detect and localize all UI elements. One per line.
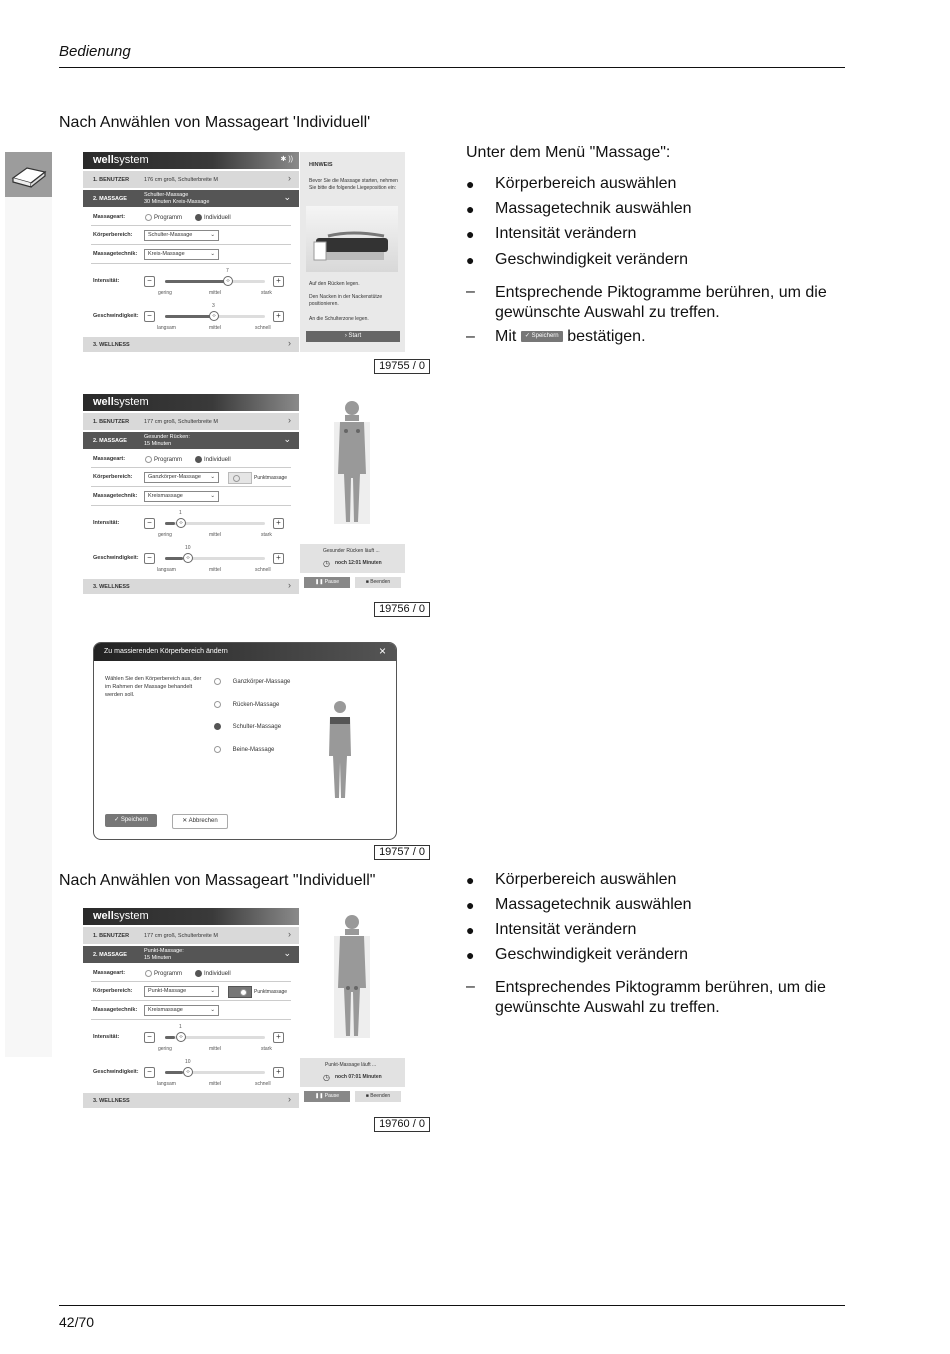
sidebar-strip xyxy=(5,197,52,1057)
row-massage[interactable] xyxy=(83,432,299,449)
hint-step: An die Schulterzone legen. xyxy=(309,316,369,322)
punkt-label: Punktmassage xyxy=(254,475,288,481)
dash2-suffix: bestätigen. xyxy=(567,328,646,345)
footer-rule xyxy=(59,1305,845,1306)
radio-individuell[interactable] xyxy=(195,456,231,463)
dialog-text: Wählen Sie den Körperbereich aus, der im Rahmen der Massage behandelt werden soll. xyxy=(105,676,202,698)
tick-label: mittel xyxy=(209,567,221,573)
figure-1-screenshot xyxy=(83,152,405,352)
speed-value: 10 xyxy=(185,1059,191,1065)
technik-select[interactable] xyxy=(144,249,219,260)
bullet-icon: ● xyxy=(466,201,475,217)
slider-knob[interactable]: ‹› xyxy=(176,1032,186,1042)
row-massage-label: 2. MASSAGE xyxy=(93,438,127,444)
radio-icon xyxy=(145,970,152,977)
divider xyxy=(91,225,291,226)
hint-title: HINWEIS xyxy=(309,162,333,168)
section-title-2: Nach Anwählen von Massageart "Individuell" xyxy=(59,872,376,889)
dash-icon: – xyxy=(466,328,475,345)
save-pictogram: ✓ Speichern xyxy=(521,331,563,342)
tick-label: mittel xyxy=(209,532,221,538)
chevron-right-icon: › xyxy=(288,173,291,183)
radio-programm-label: Programm xyxy=(154,971,183,978)
row-massage-label: 2. MASSAGE xyxy=(93,952,127,958)
tick-label: stark xyxy=(261,1046,272,1052)
figure-2-screenshot xyxy=(83,394,405,594)
plus-button[interactable]: + xyxy=(273,1032,284,1043)
chevron-right-icon: › xyxy=(288,929,291,939)
instruction-bullet: Geschwindigkeit verändern xyxy=(495,251,688,268)
row-user-value: 176 cm groß, Schulterbreite M xyxy=(144,177,218,183)
tick-label: mittel xyxy=(209,290,221,296)
radio-icon xyxy=(214,746,221,753)
section-header: Bedienung xyxy=(59,43,131,60)
hint-panel xyxy=(300,152,405,352)
punkt-toggle[interactable] xyxy=(228,472,252,484)
status-running: Punkt-Massage läuft ... xyxy=(325,1062,377,1068)
tick-label: langsam xyxy=(157,1081,176,1087)
intens-value: 7 xyxy=(226,268,229,274)
row-massage-value1: Punkt-Massage: xyxy=(144,948,184,954)
divider xyxy=(91,1000,291,1001)
brand-bar xyxy=(83,152,299,169)
clock-icon: ◷ xyxy=(323,1073,330,1082)
plus-button[interactable]: + xyxy=(273,518,284,529)
stop-button[interactable]: ■ Beenden xyxy=(355,1091,401,1102)
koerper-select[interactable] xyxy=(144,986,219,997)
cancel-button-label: Abbrechen xyxy=(188,818,218,824)
toggle-icon xyxy=(233,475,240,482)
instruction-dash-2 xyxy=(495,328,646,346)
radio-programm-label: Programm xyxy=(154,457,183,464)
divider xyxy=(91,1019,291,1020)
start-button[interactable]: › Start xyxy=(306,331,400,342)
slider-knob[interactable]: ‹› xyxy=(176,518,186,528)
instruction-bullet: Körperbereich auswählen xyxy=(495,175,677,192)
radio-individuell-label: Individuell xyxy=(204,457,231,464)
instruction-dash: Entsprechendes Piktogramm berühren, um die gewünschte Auswahl zu treffen. xyxy=(495,979,826,1016)
bluetooth-icon: ✱ )) xyxy=(280,156,293,163)
radio-selected-icon xyxy=(195,970,202,977)
body-figure xyxy=(300,394,405,544)
option-ruecken[interactable] xyxy=(214,701,279,708)
radio-individuell-label: Individuell xyxy=(204,971,231,978)
chevron-down-icon: ⌄ xyxy=(210,232,215,238)
status-panel xyxy=(300,544,405,573)
hint-step: Auf den Rücken legen. xyxy=(309,281,360,287)
bullet-icon: ● xyxy=(466,252,475,268)
tick-label: stark xyxy=(261,290,272,296)
option-label: Beine-Massage xyxy=(232,747,275,754)
minus-button[interactable]: − xyxy=(144,518,155,529)
tick-label: langsam xyxy=(157,567,176,573)
radio-selected-icon xyxy=(214,723,221,730)
tick-label: schnell xyxy=(255,325,271,331)
punkt-label: Punktmassage xyxy=(254,989,288,995)
row-user[interactable] xyxy=(83,927,299,944)
tick-label: mittel xyxy=(209,325,221,331)
massageart-label: Massageart: xyxy=(93,970,126,976)
figure-label: 19755 / 0 xyxy=(374,359,430,374)
row-wellness-label: 3. WELLNESS xyxy=(93,342,130,348)
intens-slider[interactable] xyxy=(165,280,265,283)
body-figure xyxy=(300,908,405,1058)
chevron-down-icon: ⌄ xyxy=(283,192,291,202)
divider xyxy=(91,263,291,264)
row-user-label: 1. BENUTZER xyxy=(93,177,130,183)
row-massage-value2: 30 Minuten Kreis-Massage xyxy=(144,199,210,205)
hint-text: Bevor Sie die Massage starten, nehmen Sie bitte die folgende Liegeposition ein: xyxy=(309,178,398,191)
chevron-right-icon: › xyxy=(288,580,291,590)
chevron-down-icon: ⌄ xyxy=(283,434,291,444)
row-user-label: 1. BENUTZER xyxy=(93,419,130,425)
dash-icon: – xyxy=(466,283,475,300)
brand-bar xyxy=(83,908,299,925)
dialog-title: Zu massierenden Körperbereich ändern xyxy=(104,648,228,655)
divider xyxy=(91,467,291,468)
stop-button-label: Beenden xyxy=(370,1093,391,1099)
row-wellness-label: 3. WELLNESS xyxy=(93,1098,130,1104)
instruction-bullet: Geschwindigkeit verändern xyxy=(495,946,688,963)
slider-fill xyxy=(165,1036,175,1039)
tick-label: schnell xyxy=(255,1081,271,1087)
option-ganzkoerper[interactable] xyxy=(214,678,290,685)
intens-label: Intensität: xyxy=(93,278,120,284)
pause-button-label: Pause xyxy=(324,579,339,585)
koerper-select-value: Ganzkörper-Massage xyxy=(148,474,201,480)
intens-label: Intensität: xyxy=(93,1034,120,1040)
status-time: noch 12:01 Minuten xyxy=(335,560,382,566)
row-wellness[interactable] xyxy=(83,1093,299,1108)
status-time: noch 07:01 Minuten xyxy=(335,1074,382,1080)
save-button-label: Speichern xyxy=(120,817,148,823)
radio-selected-icon xyxy=(195,214,202,221)
divider xyxy=(91,505,291,506)
radio-icon xyxy=(214,678,221,685)
clock-icon: ◷ xyxy=(323,559,330,568)
tick-label: schnell xyxy=(255,567,271,573)
intens-label: Intensität: xyxy=(93,520,120,526)
massage-bed-image xyxy=(306,206,398,272)
row-massage[interactable] xyxy=(83,190,299,207)
row-user-label: 1. BENUTZER xyxy=(93,933,130,939)
bullet-icon: ● xyxy=(466,872,475,888)
slider-fill xyxy=(165,557,183,560)
technik-label: Massagetechnik: xyxy=(93,493,138,499)
toggle-icon xyxy=(240,989,247,996)
status-running: Gesunder Rücken läuft ... xyxy=(323,548,380,554)
brand-logo: wellsystem xyxy=(93,154,149,166)
brand-logo: wellsystem xyxy=(93,910,149,922)
header-rule xyxy=(59,67,845,68)
row-user-value: 177 cm groß, Schulterbreite M xyxy=(144,419,218,425)
option-label: Schulter-Massage xyxy=(232,724,282,731)
koerper-select[interactable] xyxy=(144,230,219,241)
bullet-icon: ● xyxy=(466,176,475,192)
tick-label: mittel xyxy=(209,1081,221,1087)
row-user[interactable] xyxy=(83,413,299,430)
dash2-prefix: Mit xyxy=(495,328,517,345)
radio-programm[interactable] xyxy=(145,970,182,977)
punkt-toggle[interactable] xyxy=(228,986,252,998)
speed-value: 10 xyxy=(185,545,191,551)
figure-label: 19760 / 0 xyxy=(374,1117,430,1132)
hint-step: Den Nacken in der Nackenstütze positionieren. xyxy=(309,294,383,307)
radio-individuell-label: Individuell xyxy=(204,215,231,222)
figure-3-dialog xyxy=(93,642,397,840)
technik-select[interactable] xyxy=(144,491,219,502)
technik-label: Massagetechnik: xyxy=(93,251,138,257)
brand-logo: wellsystem xyxy=(93,396,149,408)
koerper-select-value: Schulter-Massage xyxy=(148,232,193,238)
radio-icon xyxy=(145,214,152,221)
brand-bar xyxy=(83,394,299,411)
stop-button[interactable]: ■ Beenden xyxy=(355,577,401,588)
chevron-down-icon: ⌄ xyxy=(283,948,291,958)
status-panel xyxy=(300,1058,405,1087)
chevron-down-icon: ⌄ xyxy=(210,1007,215,1013)
intens-value: 1 xyxy=(179,510,182,516)
row-massage-value2: 15 Minuten xyxy=(144,955,172,961)
radio-icon xyxy=(145,456,152,463)
slider-fill xyxy=(165,522,175,525)
pause-button[interactable]: ❚❚ Pause xyxy=(304,577,350,588)
pause-button[interactable]: ❚❚ Pause xyxy=(304,1091,350,1102)
slider-knob[interactable]: ‹› xyxy=(183,1067,193,1077)
dash-icon: – xyxy=(466,978,475,995)
radio-programm-label: Programm xyxy=(154,215,183,222)
radio-individuell[interactable] xyxy=(195,970,231,977)
dialog-titlebar xyxy=(94,643,396,661)
radio-selected-icon xyxy=(195,456,202,463)
intens-value: 1 xyxy=(179,1024,182,1030)
figure-label: 19756 / 0 xyxy=(374,602,430,617)
minus-button[interactable]: − xyxy=(144,1032,155,1043)
technik-select-value: Kreismassage xyxy=(148,493,183,499)
book-icon xyxy=(5,152,52,197)
chevron-down-icon: ⌄ xyxy=(210,251,215,257)
radio-icon xyxy=(214,701,221,708)
tick-label: langsam xyxy=(157,325,176,331)
slider-fill xyxy=(165,1071,183,1074)
plus-button[interactable]: + xyxy=(273,1067,284,1078)
slider-fill xyxy=(165,280,225,283)
divider xyxy=(91,244,291,245)
speed-slider[interactable] xyxy=(165,557,265,560)
koerper-label: Körperbereich: xyxy=(93,474,133,480)
koerper-label: Körperbereich: xyxy=(93,988,133,994)
massageart-label: Massageart: xyxy=(93,214,126,220)
row-massage-value2: 15 Minuten xyxy=(144,441,172,447)
slider-fill xyxy=(165,315,211,318)
option-label: Ganzkörper-Massage xyxy=(232,679,291,686)
slider-knob[interactable]: ‹› xyxy=(183,553,193,563)
bullet-icon: ● xyxy=(466,947,475,963)
instruction-bullet: Massagetechnik auswählen xyxy=(495,896,692,913)
instructions-intro: Unter dem Menü "Massage": xyxy=(466,144,671,161)
minus-button[interactable]: − xyxy=(144,276,155,287)
radio-programm[interactable] xyxy=(145,456,182,463)
technik-label: Massagetechnik: xyxy=(93,1007,138,1013)
bullet-icon: ● xyxy=(466,922,475,938)
technik-select[interactable] xyxy=(144,1005,219,1016)
minus-button[interactable]: − xyxy=(144,553,155,564)
figure-4-screenshot xyxy=(83,908,405,1108)
figure-label: 19757 / 0 xyxy=(374,845,430,860)
plus-button[interactable]: + xyxy=(273,276,284,287)
save-button[interactable]: ✓ Speichern xyxy=(105,814,157,827)
bullet-icon: ● xyxy=(466,897,475,913)
page-number: 42/70 xyxy=(59,1314,95,1330)
instruction-dash: Entsprechende Piktogramme berühren, um die gewünschte Auswahl zu treffen. xyxy=(495,284,827,321)
option-label: Rücken-Massage xyxy=(232,702,280,709)
option-schulter[interactable] xyxy=(214,723,281,730)
stop-button-label: Beenden xyxy=(370,579,391,585)
chevron-right-icon: › xyxy=(288,338,291,348)
slider-knob[interactable]: ‹› xyxy=(223,276,233,286)
close-icon[interactable]: × xyxy=(378,644,386,658)
row-massage-label: 2. MASSAGE xyxy=(93,196,127,202)
instruction-bullet: Massagetechnik auswählen xyxy=(495,200,692,217)
divider xyxy=(91,981,291,982)
instruction-bullet: Intensität verändern xyxy=(495,921,637,938)
speed-value: 3 xyxy=(212,303,215,309)
tick-label: gering xyxy=(158,1046,172,1052)
chevron-right-icon: › xyxy=(288,415,291,425)
tick-label: gering xyxy=(158,290,172,296)
tick-label: mittel xyxy=(209,1046,221,1052)
divider xyxy=(91,486,291,487)
radio-programm[interactable] xyxy=(145,214,182,221)
minus-button[interactable]: − xyxy=(144,1067,155,1078)
tick-label: stark xyxy=(261,532,272,538)
tick-label: gering xyxy=(158,532,172,538)
technik-select-value: Kreismassage xyxy=(148,1007,183,1013)
massageart-label: Massageart: xyxy=(93,456,126,462)
plus-button[interactable]: + xyxy=(273,553,284,564)
option-beine[interactable] xyxy=(214,746,274,753)
chevron-down-icon: ⌄ xyxy=(210,493,215,499)
row-user[interactable] xyxy=(83,171,299,188)
radio-individuell[interactable] xyxy=(195,214,231,221)
start-button-label: Start xyxy=(348,333,362,339)
koerper-label: Körperbereich: xyxy=(93,232,133,238)
koerper-select[interactable] xyxy=(144,472,219,483)
row-wellness[interactable] xyxy=(83,337,299,352)
instruction-bullet: Intensität verändern xyxy=(495,225,637,242)
plus-button[interactable]: + xyxy=(273,311,284,322)
cancel-button[interactable]: ✕ Abbrechen xyxy=(172,814,228,829)
row-massage-value1: Gesunder Rücken: xyxy=(144,434,190,440)
technik-select-value: Kreis-Massage xyxy=(148,251,185,257)
chevron-down-icon: ⌄ xyxy=(210,474,215,480)
koerper-select-value: Punkt-Massage xyxy=(148,988,187,994)
speed-label: Geschwindigkeit: xyxy=(93,313,139,319)
row-user-value: 177 cm groß, Schulterbreite M xyxy=(144,933,218,939)
row-wellness[interactable] xyxy=(83,579,299,594)
bullet-icon: ● xyxy=(466,226,475,242)
section-title-1: Nach Anwählen von Massageart 'Individuell' xyxy=(59,114,371,131)
body-figure xyxy=(322,698,358,810)
speed-slider[interactable] xyxy=(165,1071,265,1074)
slider-knob[interactable]: ‹› xyxy=(209,311,219,321)
instruction-bullet: Körperbereich auswählen xyxy=(495,871,677,888)
row-massage-value1: Schulter-Massage xyxy=(144,192,189,198)
chevron-down-icon: ⌄ xyxy=(210,988,215,994)
minus-button[interactable]: − xyxy=(144,311,155,322)
speed-label: Geschwindigkeit: xyxy=(93,555,139,561)
speed-label: Geschwindigkeit: xyxy=(93,1069,139,1075)
chevron-right-icon: › xyxy=(288,1094,291,1104)
row-wellness-label: 3. WELLNESS xyxy=(93,584,130,590)
row-massage[interactable] xyxy=(83,946,299,963)
pause-button-label: Pause xyxy=(324,1093,339,1099)
